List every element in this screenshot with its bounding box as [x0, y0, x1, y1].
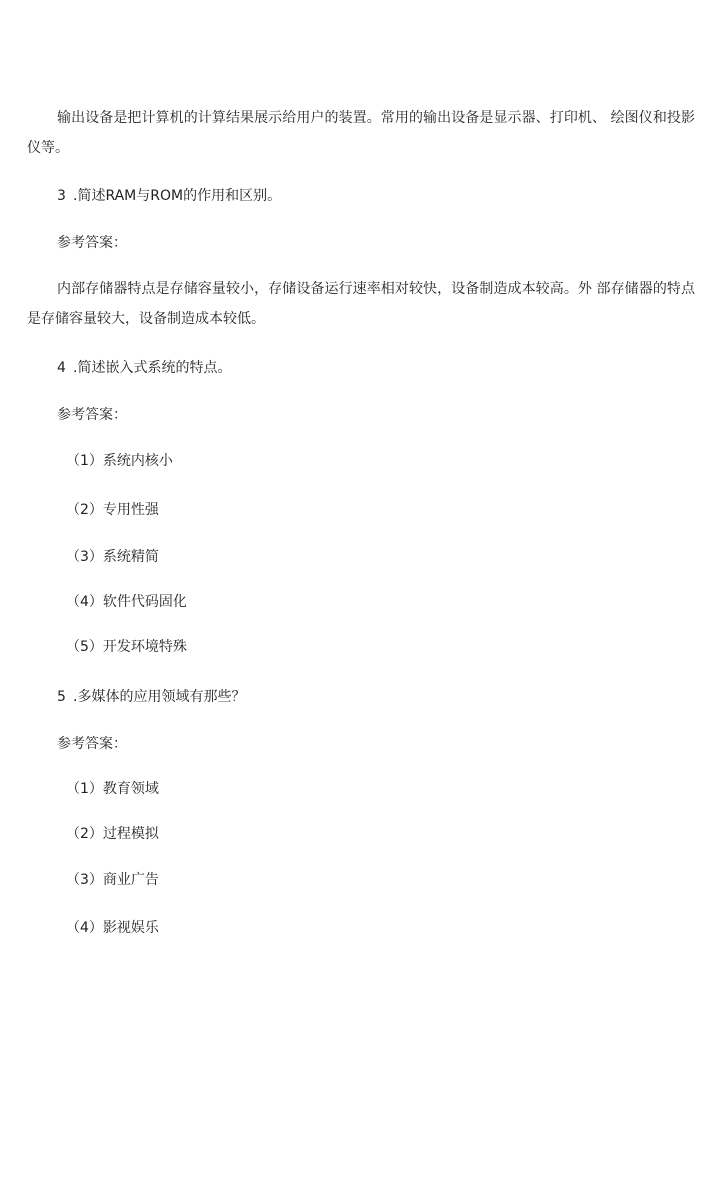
question-text: .简述RAM与ROM的作用和区别。: [73, 188, 282, 204]
memory-answer-paragraph: 内部存储器特点是存储容量较小，存储设备运行速率相对较快，设备制造成本较高。外 部存储器的特点是存储容量较大，设备制造成本较低。: [27, 281, 695, 327]
output-devices-paragraph: 输出设备是把计算机的计算结果展示给用户的装置。常用的输出设备是显示器、打印机、 绘图仪和投影仪等。: [27, 110, 695, 156]
list-item: （3）商业广告: [66, 872, 159, 888]
list-item: （4）软件代码固化: [66, 594, 187, 610]
answer-label: 参考答案：: [57, 235, 127, 251]
list-item: （5）开发环境特殊: [66, 639, 187, 655]
list-item: （4）影视娱乐: [66, 920, 159, 936]
question-text: .简述嵌入式系统的特点。: [73, 360, 232, 376]
list-item: （1）系统内核小: [66, 453, 173, 469]
list-item: （2）过程模拟: [66, 826, 159, 842]
answer-label: 参考答案：: [57, 736, 127, 752]
question-number: 3: [57, 188, 66, 204]
list-item: （3）系统精简: [66, 549, 159, 565]
list-item: （1）教育领域: [66, 781, 159, 797]
list-item: （2）专用性强: [66, 502, 159, 518]
question-3: [57, 186, 281, 206]
question-4: [57, 358, 231, 378]
answer-label: 参考答案：: [57, 407, 127, 423]
question-5: [57, 687, 245, 707]
question-number: 4: [57, 360, 66, 376]
question-number: 5: [57, 689, 66, 705]
question-text: .多媒体的应用领域有那些？: [73, 689, 246, 705]
